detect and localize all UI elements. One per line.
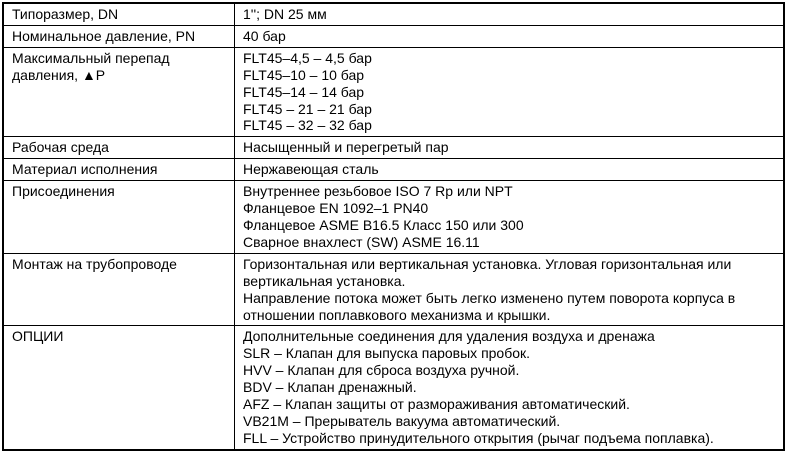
table-row bbox=[3, 137, 784, 159]
table-row bbox=[3, 326, 784, 450]
table-row bbox=[3, 3, 784, 25]
spec-table bbox=[2, 2, 785, 451]
text-line: Типоразмер, DN bbox=[12, 6, 119, 22]
spec-value-cell bbox=[235, 3, 785, 25]
text-line: Внутреннее резьбовое ISO 7 Rp или NPT bbox=[243, 183, 513, 200]
spec-value-cell bbox=[235, 47, 785, 137]
text-line: SLR – Клапан для выпуска паровых пробок. bbox=[243, 345, 531, 362]
text-line: Направление потока может быть легко изменено путем поворота корпуса в bbox=[243, 289, 736, 306]
spec-table-body bbox=[3, 3, 784, 450]
text-line: FLL – Устройство принудительного открытия (рычаг подъема поплавка). bbox=[243, 429, 714, 446]
spec-value-cell bbox=[235, 326, 785, 450]
table-row bbox=[3, 159, 784, 181]
text-line: Фланцевое ASME B16.5 Класс 150 или 300 bbox=[243, 216, 524, 233]
text-line: Нержавеющая сталь bbox=[243, 161, 379, 178]
table-row bbox=[3, 25, 784, 47]
text-line: Максимальный перепад bbox=[12, 49, 170, 66]
spec-value-cell bbox=[235, 159, 785, 181]
spec-label-cell bbox=[3, 326, 235, 450]
table-row bbox=[3, 181, 784, 254]
text-line: FLT45–4,5 – 4,5 бар bbox=[243, 49, 372, 66]
text-line: Монтаж на трубопроводе bbox=[12, 255, 177, 272]
text-line: FLT45–10 – 10 бар bbox=[243, 66, 365, 83]
text-line: вертикальная установка. bbox=[243, 272, 406, 289]
table-row bbox=[3, 253, 784, 326]
text-line: Номинальное давление, PN bbox=[12, 27, 196, 44]
text-line: FLT45 – 32 – 32 бар bbox=[243, 117, 372, 134]
table-row bbox=[3, 47, 784, 137]
spec-value-cell bbox=[235, 25, 785, 47]
text-line: VB21M – Прерыватель вакуума автоматический. bbox=[243, 412, 561, 429]
text-line: BDV – Клапан дренажный. bbox=[243, 379, 417, 396]
text-line: ОПЦИИ bbox=[12, 328, 64, 345]
text-line: 40 бар bbox=[243, 27, 286, 44]
text-line: Дополнительные соединения для удаления воздуха и дренажа bbox=[243, 328, 655, 345]
spec-value-cell bbox=[235, 253, 785, 326]
text-line: Горизонтальная или вертикальная установка. Угловая горизонтальная или bbox=[243, 255, 732, 272]
text-line: Рабочая среда bbox=[12, 139, 109, 156]
text-line: Материал исполнения bbox=[12, 161, 158, 178]
text-line: AFZ – Клапан защиты от размораживания автоматический. bbox=[243, 396, 630, 413]
spec-label-cell bbox=[3, 181, 235, 254]
text-line: Фланцевое EN 1092–1 PN40 bbox=[243, 200, 429, 217]
spec-value-cell bbox=[235, 181, 785, 254]
text-line: отношении поплавкового механизма и крышки. bbox=[243, 306, 551, 323]
text-line: 1''; DN 25 мм bbox=[243, 6, 327, 22]
text-line: Насыщенный и перегретый пар bbox=[243, 139, 449, 156]
text-line: давления, ▲P bbox=[12, 66, 106, 83]
text-line: Присоединения bbox=[12, 183, 115, 200]
spec-label-cell bbox=[3, 3, 235, 25]
spec-label-cell bbox=[3, 253, 235, 326]
spec-value-cell bbox=[235, 137, 785, 159]
text-line: Сварное внахлест (SW) ASME 16.11 bbox=[243, 233, 480, 250]
spec-label-cell bbox=[3, 25, 235, 47]
text-line: HVV – Клапан для сброса воздуха ручной. bbox=[243, 362, 520, 379]
spec-label-cell bbox=[3, 159, 235, 181]
spec-label-cell bbox=[3, 47, 235, 137]
text-line: FLT45–14 – 14 бар bbox=[243, 83, 365, 100]
text-line: FLT45 – 21 – 21 бар bbox=[243, 100, 372, 117]
spec-label-cell bbox=[3, 137, 235, 159]
